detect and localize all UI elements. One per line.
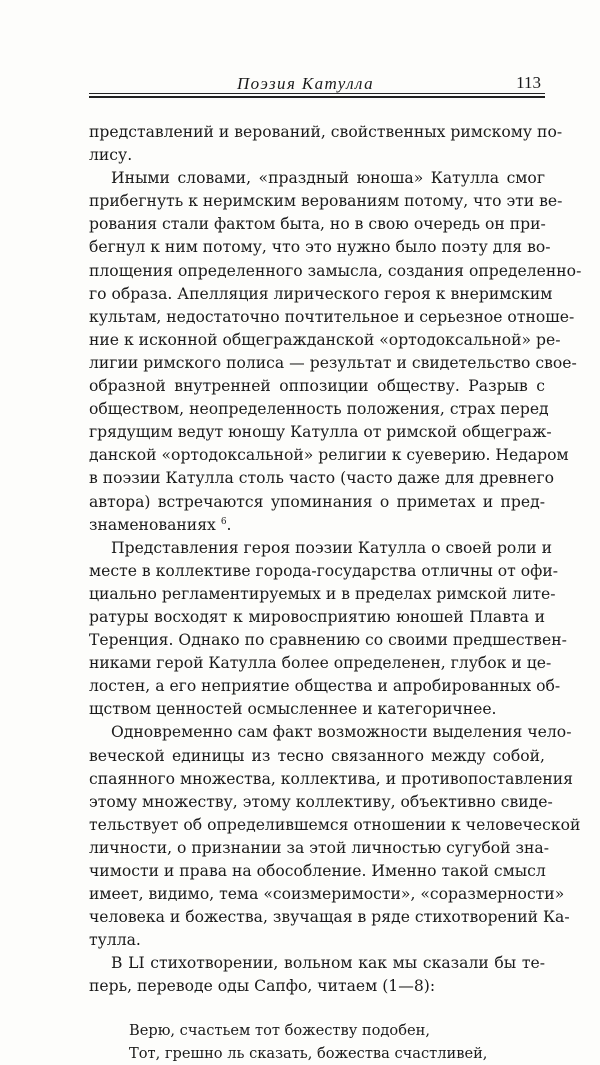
text-line: чимости и права на обособление. Именно такой смысл — [89, 862, 546, 880]
text-line: автора) встречаются упоминания о приметах и пред- — [89, 492, 545, 511]
verse-line: Верю, счастьем тот божеству подобен, — [129, 1021, 430, 1039]
text-line: личности, о признании за этой личностью сугубой зна- — [89, 838, 549, 857]
text-line: Представления героя поэзии Катулла о своей роли и — [111, 538, 552, 557]
text-line: лигии римского полиса — результат и свидетельство свое- — [89, 353, 577, 372]
body-text — [89, 121, 582, 1065]
verse-line: Тот, грешно ль сказать, божества счастливей, — [129, 1044, 488, 1062]
text-line: месте в коллективе города-государства отличны от офи- — [89, 561, 558, 580]
text-line: Одновременно сам факт возможности выделения чело- — [111, 723, 572, 742]
text-line: го образа. Апелляция лирического героя к внеримским — [89, 284, 553, 303]
paragraph-1 — [89, 121, 563, 167]
text-line: прибегнуть к неримским верованиям потому, что эти ве- — [89, 192, 563, 211]
header-rule-thin — [89, 93, 545, 94]
paragraph-2 — [89, 167, 582, 537]
text-line: обществом, неопределенность положения, страх перед — [89, 400, 549, 419]
text-line: спаянного множества, коллектива, и противопоставления — [89, 769, 573, 788]
text-line: Иными словами, «праздный юноша» Катулла смог — [111, 169, 545, 188]
running-title: Поэзия Катулла — [237, 74, 374, 93]
verse-quote — [129, 1019, 545, 1065]
footnote-marker: 6 — [220, 516, 227, 527]
paragraph-4 — [89, 721, 581, 952]
text-line: В LI стихотворении, вольном как мы сказали бы те- — [111, 954, 545, 973]
page-number: 113 — [516, 73, 541, 92]
text-line: имеет, видимо, тема «соизмеримости», «соразмерности» — [89, 885, 565, 904]
text-line: ние к исконной общегражданской «ортодоксальной» ре- — [89, 330, 561, 349]
text-line: образной внутренней оппозиции обществу. Разрыв с — [89, 377, 545, 396]
header-rule-thick — [89, 96, 545, 98]
text-line: ратуры восходят к мировосприятию юношей Плавта и — [89, 607, 545, 626]
text-line: культам, недостаточно почтительное и серьезное отноше- — [89, 307, 575, 326]
paragraph-5 — [89, 952, 545, 998]
text-line: грядущим ведут юношу Катулла от римской общеграж- — [89, 423, 552, 442]
text-line: Теренция. Однако по сравнению со своими предшествен- — [89, 631, 567, 650]
text-line: площения определенного замысла, создания определенно- — [89, 261, 582, 280]
text-line: рования стали фактом быта, но в свою очередь он при- — [89, 215, 546, 234]
text-line: бегнул к ним потому, что это нужно было поэту для во- — [89, 238, 551, 257]
text-line: никами герой Катулла более определенен, глубок и це- — [89, 654, 552, 673]
text-line: представлений и верований, свойственных римскому по- — [89, 123, 563, 141]
text-line: циально регламентируемых и в пределах римской лите- — [89, 584, 556, 603]
text-line: данской «ортодоксальной» религии к суеверию. Недаром — [89, 446, 569, 465]
text-line: тулла. — [89, 931, 141, 950]
text-line: в поэзии Катулла столь часто (часто даже для древнего — [89, 469, 555, 488]
page-header — [89, 60, 545, 100]
text-line: щством ценностей осмысленнее и категоричнее. — [89, 700, 497, 719]
text-line-content: знаменованиях — [89, 515, 216, 534]
text-line: человека и божества, звучащая в ряде стихотворений Ка- — [89, 908, 570, 927]
text-line: знаменованиях $^6$. — [89, 515, 232, 534]
text-line: лису. — [89, 146, 133, 165]
paragraph-3 — [89, 537, 567, 722]
text-line: тельствует об определившемся отношении к человеческой — [89, 815, 581, 834]
text-line: веческой единицы из тесно связанного между собой, — [89, 746, 545, 765]
text-line: лостен, а его неприятие общества и апробированных об- — [89, 677, 561, 696]
text-line: этому множеству, этому коллективу, объективно свиде- — [89, 792, 553, 811]
text-line: перь, переводе оды Сапфо, читаем (1—8): — [89, 977, 436, 996]
